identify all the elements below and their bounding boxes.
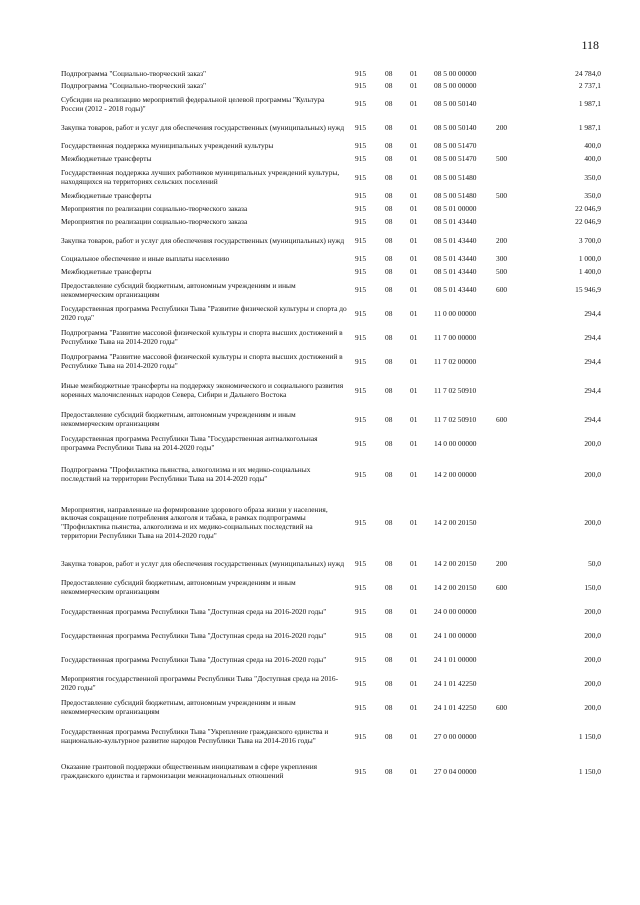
row-admin-code: 915 xyxy=(355,654,367,664)
row-subsection-code: 01 xyxy=(410,172,418,182)
row-amount: 1 987,1 xyxy=(578,123,601,133)
row-subsection-code: 01 xyxy=(410,332,418,342)
table-row xyxy=(61,92,601,117)
row-subsection-code: 01 xyxy=(410,356,418,366)
row-expense-type-code: 600 xyxy=(496,582,508,592)
table-row xyxy=(61,216,601,229)
row-section-code: 08 xyxy=(385,731,393,741)
table-row xyxy=(61,696,601,720)
row-expense-type-code: 500 xyxy=(496,154,508,164)
row-target-code: 11 0 00 00000 xyxy=(434,308,477,318)
row-subsection-code: 01 xyxy=(410,254,418,264)
row-target-code: 24 1 01 42250 xyxy=(434,678,477,688)
row-amount: 200,0 xyxy=(584,654,601,664)
row-section-code: 08 xyxy=(385,217,393,227)
table-row xyxy=(61,229,601,253)
table-row xyxy=(61,166,601,190)
row-subsection-code: 01 xyxy=(410,385,418,395)
row-amount: 200,0 xyxy=(584,606,601,616)
row-admin-code: 915 xyxy=(355,267,367,277)
row-amount: 150,0 xyxy=(584,582,601,592)
row-subsection-code: 01 xyxy=(410,517,418,527)
row-admin-code: 915 xyxy=(355,438,367,448)
row-name: Оказание грантовой поддержки общественным инициативам в сфере укрепления гражданского единства и гармонизации межнациональных отношений xyxy=(61,762,318,780)
row-target-code: 27 0 04 00000 xyxy=(434,766,477,776)
table-row xyxy=(61,253,601,266)
table-row xyxy=(61,266,601,279)
row-target-code: 24 0 00 00000 xyxy=(434,606,477,616)
table-row xyxy=(61,117,601,140)
table-row xyxy=(61,648,601,672)
row-subsection-code: 01 xyxy=(410,123,418,133)
row-amount: 200,0 xyxy=(584,702,601,712)
row-target-code: 08 5 01 43440 xyxy=(434,235,477,245)
row-name: Мероприятия по реализации социально-творческого заказа xyxy=(61,204,248,214)
row-admin-code: 915 xyxy=(355,99,367,109)
row-section-code: 08 xyxy=(385,80,393,90)
row-section-code: 08 xyxy=(385,123,393,133)
row-target-code: 27 0 00 00000 xyxy=(434,731,477,741)
row-subsection-code: 01 xyxy=(410,731,418,741)
row-amount: 22 046,9 xyxy=(575,204,601,214)
row-subsection-code: 01 xyxy=(410,414,418,424)
table-row xyxy=(61,494,601,552)
row-expense-type-code: 200 xyxy=(496,558,508,568)
row-amount: 1 000,0 xyxy=(578,254,601,264)
row-target-code: 08 5 00 51470 xyxy=(434,141,477,151)
row-name: Подпрограмма "Социально-творческий заказ" xyxy=(61,68,207,78)
row-name: Предоставление субсидий бюджетным, автономным учреждениям и иным некоммерческим организациям xyxy=(61,410,296,428)
row-name: Субсидии на реализацию мероприятий федеральной целевой программы "Культура России (2012 - 2018 годы)" xyxy=(61,94,325,113)
row-section-code: 08 xyxy=(385,235,393,245)
row-section-code: 08 xyxy=(385,558,393,568)
row-amount: 400,0 xyxy=(584,154,601,164)
row-target-code: 08 5 00 00000 xyxy=(434,80,477,90)
row-target-code: 14 2 00 20150 xyxy=(434,582,477,592)
row-target-code: 08 5 00 51470 xyxy=(434,154,477,164)
row-expense-type-code: 300 xyxy=(496,254,508,264)
row-subsection-code: 01 xyxy=(410,678,418,688)
row-amount: 294,4 xyxy=(584,308,601,318)
table-row xyxy=(61,576,601,600)
row-admin-code: 915 xyxy=(355,414,367,424)
row-admin-code: 915 xyxy=(355,141,367,151)
row-admin-code: 915 xyxy=(355,606,367,616)
row-admin-code: 915 xyxy=(355,254,367,264)
row-amount: 294,4 xyxy=(584,414,601,424)
row-section-code: 08 xyxy=(385,630,393,640)
row-amount: 350,0 xyxy=(584,172,601,182)
table-row xyxy=(61,552,601,576)
row-admin-code: 915 xyxy=(355,172,367,182)
row-section-code: 08 xyxy=(385,204,393,214)
row-admin-code: 915 xyxy=(355,356,367,366)
row-target-code: 14 2 00 20150 xyxy=(434,558,477,568)
row-section-code: 08 xyxy=(385,332,393,342)
row-subsection-code: 01 xyxy=(410,267,418,277)
row-expense-type-code: 200 xyxy=(496,235,508,245)
row-target-code: 11 7 02 50910 xyxy=(434,385,477,395)
row-section-code: 08 xyxy=(385,154,393,164)
row-section-code: 08 xyxy=(385,582,393,592)
row-section-code: 08 xyxy=(385,191,393,201)
row-section-code: 08 xyxy=(385,654,393,664)
row-section-code: 08 xyxy=(385,308,393,318)
row-name: Закупка товаров, работ и услуг для обеспечения государственных (муниципальных) нужд xyxy=(61,235,345,245)
row-name: Предоставление субсидий бюджетным, автономным учреждениям и иным некоммерческим организациям xyxy=(61,698,296,716)
row-expense-type-code: 500 xyxy=(496,267,508,277)
row-name: Межбюджетные трансферты xyxy=(61,154,152,164)
row-subsection-code: 01 xyxy=(410,438,418,448)
table-row xyxy=(61,153,601,166)
row-target-code: 08 5 01 43440 xyxy=(434,285,477,295)
table-row xyxy=(61,68,601,80)
row-target-code: 08 5 01 00000 xyxy=(434,204,477,214)
row-section-code: 08 xyxy=(385,469,393,479)
row-name: Государственная программа Республики Тыва "Государственная антиалкогольная программа Республики Тыва на 2014-2020 годы" xyxy=(61,434,318,452)
row-name: Закупка товаров, работ и услуг для обеспечения государственных (муниципальных) нужд xyxy=(61,123,345,133)
row-subsection-code: 01 xyxy=(410,766,418,776)
row-subsection-code: 01 xyxy=(410,308,418,318)
table-row xyxy=(61,350,601,374)
table-row xyxy=(61,80,601,92)
row-target-code: 11 7 00 00000 xyxy=(434,332,477,342)
row-section-code: 08 xyxy=(385,254,393,264)
row-amount: 200,0 xyxy=(584,438,601,448)
row-target-code: 08 5 00 00000 xyxy=(434,68,477,78)
row-section-code: 08 xyxy=(385,141,393,151)
row-amount: 400,0 xyxy=(584,141,601,151)
row-admin-code: 915 xyxy=(355,308,367,318)
table-row xyxy=(61,624,601,648)
row-amount: 294,4 xyxy=(584,356,601,366)
row-admin-code: 915 xyxy=(355,123,367,133)
row-subsection-code: 01 xyxy=(410,141,418,151)
row-amount: 2 737,1 xyxy=(578,80,601,90)
row-admin-code: 915 xyxy=(355,217,367,227)
row-amount: 1 987,1 xyxy=(578,99,601,109)
row-target-code: 14 0 00 00000 xyxy=(434,438,477,448)
row-name: Государственная поддержка муниципальных учреждений культуры xyxy=(61,141,274,151)
row-target-code: 08 5 01 43440 xyxy=(434,267,477,277)
row-amount: 1 150,0 xyxy=(578,766,601,776)
row-name: Межбюджетные трансферты xyxy=(61,191,152,201)
row-expense-type-code: 600 xyxy=(496,285,508,295)
row-amount: 3 700,0 xyxy=(578,235,601,245)
table-row xyxy=(61,140,601,153)
row-target-code: 08 5 01 43440 xyxy=(434,254,477,264)
row-admin-code: 915 xyxy=(355,235,367,245)
row-name: Подпрограмма "Развитие массовой физической культуры и спорта высших достижений в Республике Тыва на 2014-2020 годы" xyxy=(61,328,343,346)
row-admin-code: 915 xyxy=(355,154,367,164)
row-amount: 200,0 xyxy=(584,678,601,688)
row-admin-code: 915 xyxy=(355,517,367,527)
row-admin-code: 915 xyxy=(355,702,367,712)
row-target-code: 08 5 01 43440 xyxy=(434,217,477,227)
table-row xyxy=(61,672,601,696)
page-number: 118 xyxy=(581,38,599,52)
row-subsection-code: 01 xyxy=(410,630,418,640)
row-expense-type-code: 200 xyxy=(496,123,508,133)
row-section-code: 08 xyxy=(385,702,393,712)
table-row xyxy=(61,754,601,790)
table-row xyxy=(61,279,601,302)
row-name: Мероприятия государственной программы Республики Тыва "Доступная среда на 2016-2020 годы" xyxy=(61,674,339,692)
row-target-code: 24 1 00 00000 xyxy=(434,630,477,640)
row-name: Государственная программа Республики Тыва "Доступная среда на 2016-2020 годы" xyxy=(61,654,327,664)
table-row xyxy=(61,326,601,350)
row-admin-code: 915 xyxy=(355,332,367,342)
row-amount: 350,0 xyxy=(584,191,601,201)
row-subsection-code: 01 xyxy=(410,654,418,664)
row-subsection-code: 01 xyxy=(410,235,418,245)
row-target-code: 08 5 00 51480 xyxy=(434,191,477,201)
row-admin-code: 915 xyxy=(355,731,367,741)
table-row xyxy=(61,408,601,432)
row-name: Мероприятия по реализации социально-творческого заказа xyxy=(61,217,248,227)
row-amount: 1 400,0 xyxy=(578,267,601,277)
row-target-code: 14 2 00 20150 xyxy=(434,517,477,527)
row-amount: 200,0 xyxy=(584,630,601,640)
row-admin-code: 915 xyxy=(355,469,367,479)
row-subsection-code: 01 xyxy=(410,469,418,479)
row-name: Подпрограмма "Развитие массовой физической культуры и спорта высших достижений в Республике Тыва на 2014-2020 годы" xyxy=(61,352,343,370)
row-amount: 24 784,0 xyxy=(575,68,601,78)
row-section-code: 08 xyxy=(385,172,393,182)
table-row xyxy=(61,203,601,216)
row-admin-code: 915 xyxy=(355,285,367,295)
row-subsection-code: 01 xyxy=(410,217,418,227)
row-amount: 50,0 xyxy=(588,558,601,568)
row-section-code: 08 xyxy=(385,606,393,616)
row-admin-code: 915 xyxy=(355,68,367,78)
row-section-code: 08 xyxy=(385,414,393,424)
row-name: Социальное обеспечение и иные выплаты населению xyxy=(61,254,230,264)
row-name: Государственная поддержка лучших работников муниципальных учреждений культуры, находящихся на территориях сельских поселений xyxy=(61,168,340,186)
row-name: Межбюджетные трансферты xyxy=(61,267,152,277)
row-name: Подпрограмма "Профилактика пьянства, алкоголизма и их медико-социальных последствий на территории Республики Тыва на 2014-2020 годы" xyxy=(61,465,311,483)
table-row xyxy=(61,190,601,203)
row-name: Государственная программа Республики Тыва "Доступная среда на 2016-2020 годы" xyxy=(61,630,327,640)
row-subsection-code: 01 xyxy=(410,204,418,214)
row-target-code: 24 1 01 00000 xyxy=(434,654,477,664)
row-section-code: 08 xyxy=(385,285,393,295)
row-amount: 200,0 xyxy=(584,517,601,527)
row-subsection-code: 01 xyxy=(410,558,418,568)
row-name: Государственная программа Республики Тыва "Развитие физической культуры и спорта до 2020 года" xyxy=(61,304,347,322)
row-expense-type-code: 600 xyxy=(496,702,508,712)
row-name: Закупка товаров, работ и услуг для обеспечения государственных (муниципальных) нужд xyxy=(61,558,345,568)
row-admin-code: 915 xyxy=(355,678,367,688)
row-target-code: 11 7 02 00000 xyxy=(434,356,477,366)
row-subsection-code: 01 xyxy=(410,702,418,712)
row-section-code: 08 xyxy=(385,356,393,366)
row-target-code: 24 1 01 42250 xyxy=(434,702,477,712)
row-admin-code: 915 xyxy=(355,766,367,776)
row-subsection-code: 01 xyxy=(410,154,418,164)
table-row xyxy=(61,302,601,326)
row-admin-code: 915 xyxy=(355,558,367,568)
row-amount: 15 946,9 xyxy=(575,285,601,295)
row-section-code: 08 xyxy=(385,68,393,78)
row-admin-code: 915 xyxy=(355,630,367,640)
row-subsection-code: 01 xyxy=(410,68,418,78)
row-target-code: 08 5 00 50140 xyxy=(434,123,477,133)
row-amount: 294,4 xyxy=(584,385,601,395)
budget-table xyxy=(61,68,601,790)
row-amount: 200,0 xyxy=(584,469,601,479)
row-subsection-code: 01 xyxy=(410,582,418,592)
row-name: Подпрограмма "Социально-творческий заказ" xyxy=(61,80,207,90)
table-row xyxy=(61,374,601,408)
row-name: Государственная программа Республики Тыва "Доступная среда на 2016-2020 годы" xyxy=(61,606,327,616)
row-expense-type-code: 600 xyxy=(496,414,508,424)
row-expense-type-code: 500 xyxy=(496,191,508,201)
row-subsection-code: 01 xyxy=(410,99,418,109)
row-section-code: 08 xyxy=(385,99,393,109)
row-amount: 22 046,9 xyxy=(575,217,601,227)
row-admin-code: 915 xyxy=(355,80,367,90)
row-admin-code: 915 xyxy=(355,191,367,201)
row-section-code: 08 xyxy=(385,438,393,448)
row-section-code: 08 xyxy=(385,385,393,395)
row-subsection-code: 01 xyxy=(410,191,418,201)
row-target-code: 11 7 02 50910 xyxy=(434,414,477,424)
row-admin-code: 915 xyxy=(355,582,367,592)
row-admin-code: 915 xyxy=(355,204,367,214)
row-target-code: 08 5 00 50140 xyxy=(434,99,477,109)
row-subsection-code: 01 xyxy=(410,606,418,616)
row-target-code: 08 5 00 51480 xyxy=(434,172,477,182)
row-name: Предоставление субсидий бюджетным, автономным учреждениям и иным некоммерческим организациям xyxy=(61,280,296,299)
row-name: Мероприятия, направленные на формирование здорового образа жизни у населения, включая сокращение потребления алкоголя и табака, в рамках подпрограммы "Профилактика пьянства, алкоголизма и их медико-социальных последствий на территории Республики Тыва на 2014-2020 годы" xyxy=(61,504,328,540)
row-subsection-code: 01 xyxy=(410,285,418,295)
row-section-code: 08 xyxy=(385,517,393,527)
table-row xyxy=(61,600,601,624)
row-amount: 294,4 xyxy=(584,332,601,342)
row-amount: 1 150,0 xyxy=(578,731,601,741)
row-section-code: 08 xyxy=(385,267,393,277)
row-section-code: 08 xyxy=(385,678,393,688)
row-subsection-code: 01 xyxy=(410,80,418,90)
table-row xyxy=(61,720,601,754)
table-row xyxy=(61,432,601,456)
row-admin-code: 915 xyxy=(355,385,367,395)
row-name: Государственная программа Республики Тыва "Укрепление гражданского единства и национально-культурное развитие народов Республики Тыва на 2014-2016 годы" xyxy=(61,727,329,745)
row-name: Иные межбюджетные трансферты на поддержку экономического и социального развития коренных малочисленных народов Севера, Сибири и Дальнего Востока xyxy=(61,381,344,399)
table-row xyxy=(61,456,601,494)
row-name: Предоставление субсидий бюджетным, автономным учреждениям и иным некоммерческим организациям xyxy=(61,578,296,596)
row-section-code: 08 xyxy=(385,766,393,776)
row-target-code: 14 2 00 00000 xyxy=(434,469,477,479)
